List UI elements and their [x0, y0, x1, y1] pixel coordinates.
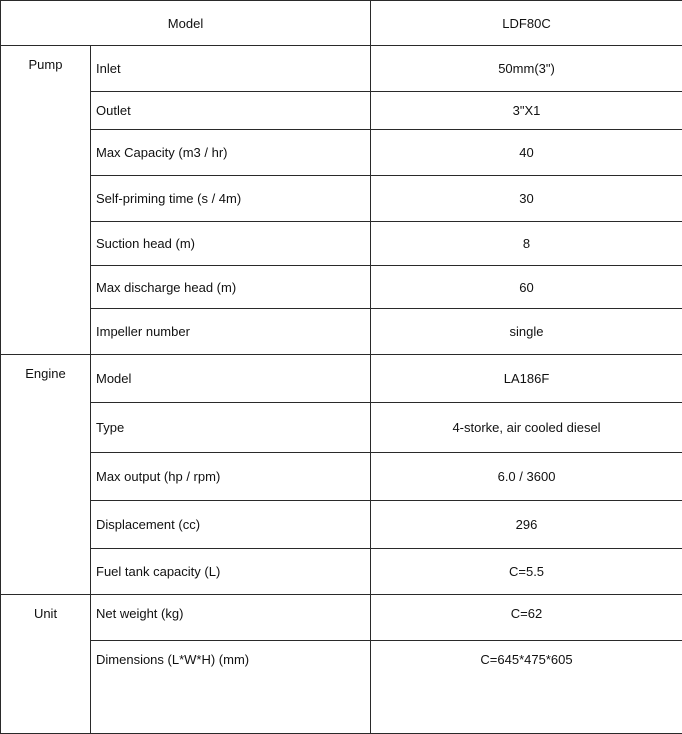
- table-row: [1, 309, 682, 355]
- header-row: [1, 1, 682, 46]
- param-value: 4-storke, air cooled diesel: [371, 403, 682, 453]
- table-row: [1, 222, 682, 266]
- param-label: Model: [91, 355, 371, 403]
- table-row: [1, 176, 682, 222]
- table-row: [1, 453, 682, 501]
- param-label: Net weight (kg): [91, 595, 371, 641]
- param-value: C=62: [371, 595, 682, 641]
- param-value: LA186F: [371, 355, 682, 403]
- param-value: 296: [371, 501, 682, 549]
- param-value: 50mm(3"): [371, 46, 682, 92]
- param-label: Impeller number: [91, 309, 371, 355]
- table-row: [1, 130, 682, 176]
- model-label: Model: [1, 1, 371, 46]
- param-value: 30: [371, 176, 682, 222]
- param-label: Type: [91, 403, 371, 453]
- param-label: Dimensions (L*W*H) (mm): [91, 641, 371, 734]
- table-row: [1, 355, 682, 403]
- table-row: [1, 641, 682, 734]
- param-label: Suction head (m): [91, 222, 371, 266]
- param-value: 40: [371, 130, 682, 176]
- param-label: Inlet: [91, 46, 371, 92]
- param-label: Max Capacity (m3 / hr): [91, 130, 371, 176]
- param-value: 3"X1: [371, 92, 682, 130]
- table-row: [1, 403, 682, 453]
- group-label-unit: Unit: [1, 595, 91, 734]
- param-value: C=5.5: [371, 549, 682, 595]
- param-label: Max output (hp / rpm): [91, 453, 371, 501]
- param-label: Max discharge head (m): [91, 266, 371, 309]
- param-value: C=645*475*605: [371, 641, 682, 734]
- param-value: 6.0 / 3600: [371, 453, 682, 501]
- table-row: [1, 46, 682, 92]
- param-value: 60: [371, 266, 682, 309]
- param-label: Outlet: [91, 92, 371, 130]
- param-value: 8: [371, 222, 682, 266]
- param-label: Fuel tank capacity (L): [91, 549, 371, 595]
- table-row: [1, 92, 682, 130]
- table-row: [1, 266, 682, 309]
- table-row: [1, 549, 682, 595]
- param-label: Self-priming time (s / 4m): [91, 176, 371, 222]
- table-row: [1, 595, 682, 641]
- param-label: Displacement (cc): [91, 501, 371, 549]
- param-value: single: [371, 309, 682, 355]
- group-label-engine: Engine: [1, 355, 91, 595]
- group-label-pump: Pump: [1, 46, 91, 355]
- table-row: [1, 501, 682, 549]
- model-value: LDF80C: [371, 1, 682, 46]
